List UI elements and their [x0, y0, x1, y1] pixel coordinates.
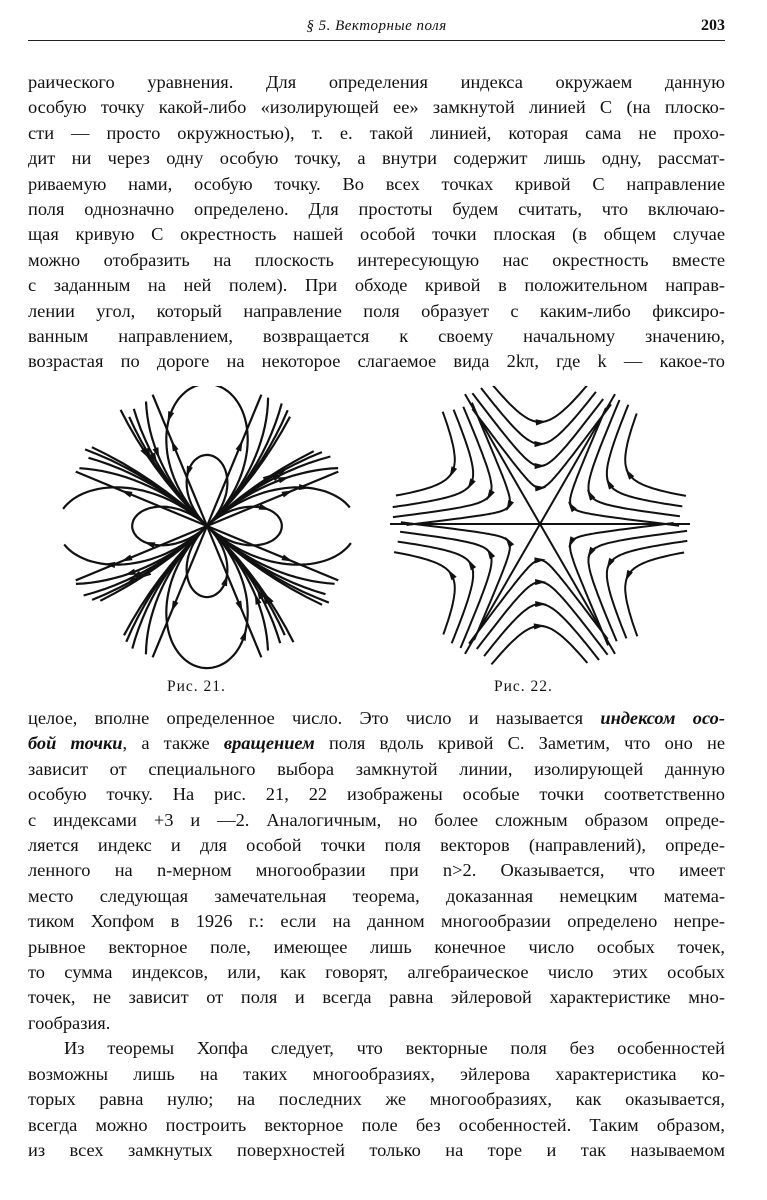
text-line: возможны лишь на таких многообразиях, эйлерова характеристика ко- — [28, 1063, 725, 1084]
text-line: с индексами +3 и —2. Аналогичным, но более сложным образом опреде- — [28, 809, 725, 830]
arrowhead-icon — [144, 542, 156, 548]
field-line — [398, 542, 473, 644]
text-line: Из теоремы Хопфа следует, что векторные поля без особенностей — [64, 1038, 725, 1059]
term-rotation: вращением — [223, 733, 315, 754]
text-line: с заданным на ней полем). При обходе кривой в положительном направ- — [28, 275, 725, 296]
text-line: дит ни через одну особую точку, а внутри содержит лишь одну, рассмат- — [28, 148, 725, 169]
text-line: гообразия. — [28, 1012, 111, 1033]
figure-21-caption: Рис. 21. — [167, 678, 226, 695]
term-singular-point: бой точки — [28, 733, 123, 754]
arrowhead-icon — [240, 629, 247, 641]
arrowhead-icon — [121, 490, 132, 497]
text-line: особую точку какой-либо «изолирующей ее» замкнутой линией C (на плоско- — [28, 97, 725, 118]
arrowhead-icon — [535, 463, 546, 469]
running-header — [28, 14, 725, 41]
arrowhead-icon — [278, 477, 290, 483]
figure-22-caption: Рис. 22. — [494, 678, 553, 695]
arrowhead-icon — [281, 490, 292, 497]
arrowhead-icon — [506, 500, 514, 511]
text-line: из всех замкнутых поверхностей только на торе и так называемом — [28, 1139, 725, 1160]
text-line: риваемую нами, особую точку. Во всех точках кривой C направление — [28, 173, 725, 194]
text-line: место следующая замечательная теорема, доказанная немецким матема- — [28, 885, 725, 906]
arrowhead-icon — [505, 537, 514, 548]
arrowhead-icon — [487, 489, 495, 500]
text-line: ляется индекс и для особой точки поля векторов (направлений), опреде- — [28, 835, 725, 856]
field-line — [76, 468, 204, 584]
field-line — [393, 410, 473, 508]
arrowhead-icon — [121, 554, 132, 561]
field-line — [607, 541, 687, 639]
text-line: особую точку. На рис. 21, 22 изображены особые точки соответственно — [28, 784, 725, 805]
text-line: ленного на n-мерном многообразии при n>2. Оказывается, что имеет — [28, 860, 725, 881]
text-line: зависит от специального выбора замкнутой линии, изолирующей данную — [28, 758, 725, 779]
arrowhead-icon — [171, 440, 178, 451]
arrowhead-icon — [281, 554, 292, 561]
text-fragment: поля вдоль кривой C. Заметим, что оно не — [328, 733, 725, 754]
figure-22-index-minus-2 — [382, 386, 698, 676]
arrowhead-icon — [468, 478, 476, 489]
arrowhead-icon — [534, 441, 545, 447]
term-index: индексом осо- — [600, 708, 725, 728]
text-line: точек, не зависит от поля и всегда равна эйлеровой характеристике мно- — [28, 987, 725, 1008]
arrowhead-icon — [221, 575, 228, 587]
arrowhead-icon — [235, 600, 242, 611]
figure-21-index-plus-3 — [52, 386, 362, 676]
arrowhead-icon — [450, 466, 458, 477]
text-line: ванным направлением, возвращается к своему начальному значению, — [28, 326, 725, 347]
field-line — [393, 407, 492, 517]
field-line — [607, 405, 682, 507]
field-line — [625, 553, 684, 637]
text-line: то сумма индексов, или, как говорят, алгебраическое число этих особых — [28, 962, 725, 983]
arrowhead-icon — [171, 600, 178, 611]
arrowhead-icon — [235, 440, 242, 451]
text-line: сти — просто окружностью), т. е. такой линией, которая сама не прохо- — [28, 122, 725, 143]
field-line — [396, 412, 455, 496]
field-line — [477, 582, 608, 655]
paragraph-index-definition — [28, 70, 725, 375]
arrowhead-icon — [259, 504, 271, 510]
field-line — [589, 531, 688, 641]
arrowhead-icon — [468, 559, 476, 570]
arrowhead-icon — [448, 569, 457, 580]
text-line — [28, 706, 725, 731]
text-line: возрастая по дороге на некоторое слагаемое вида 2kπ, где k — какое-то — [28, 351, 725, 372]
arrowhead-icon — [535, 601, 546, 607]
arrowhead-icon — [535, 579, 546, 585]
arrowhead-icon — [168, 411, 175, 423]
field-line — [625, 414, 686, 496]
arrowhead-icon — [186, 466, 193, 478]
paragraph-hopf-theorem — [28, 706, 725, 1163]
text-fragment: , а также — [122, 733, 210, 754]
field-line — [394, 552, 455, 634]
text-line: всегда можно построить векторное поле без особенностей. Таким образом, — [28, 1114, 725, 1135]
field-line — [493, 386, 589, 422]
arrowhead-icon — [125, 569, 137, 575]
text-line: щая кривую C окрестность нашей особой точки плоская (в общем случае — [28, 224, 725, 245]
text-line: можно отобразить на плоскость интересующую нас окрестность вместе — [28, 249, 725, 270]
text-line: раического уравнения. Для определения индекса окружаем данную — [28, 72, 725, 92]
text-line: лении угол, который направление поля образует с каким-либо фиксиро- — [28, 300, 725, 321]
field-line — [210, 468, 338, 584]
text-line: тиком Хопфом в 1926 г.: если на данном многообразии определено непре- — [28, 911, 725, 932]
field-line — [491, 626, 587, 664]
page-number: 203 — [701, 17, 725, 34]
field-line — [146, 529, 268, 654]
text-fragment: целое, вполне определенное число. Это число и называется — [28, 708, 584, 728]
text-line: рывное векторное поле, имеющее лишь конечное число особых точек, — [28, 936, 725, 957]
text-line — [28, 731, 725, 756]
text-line: поля однозначно определено. Для простоты будем считать, что включаю- — [28, 199, 725, 220]
text-line: торых равна нулю; на последних же многообразиях, как оказывается, — [28, 1089, 725, 1110]
field-line — [146, 398, 268, 523]
running-title: § 5. Векторные поля — [306, 18, 447, 34]
field-line — [472, 393, 603, 466]
arrowhead-icon — [487, 548, 495, 559]
